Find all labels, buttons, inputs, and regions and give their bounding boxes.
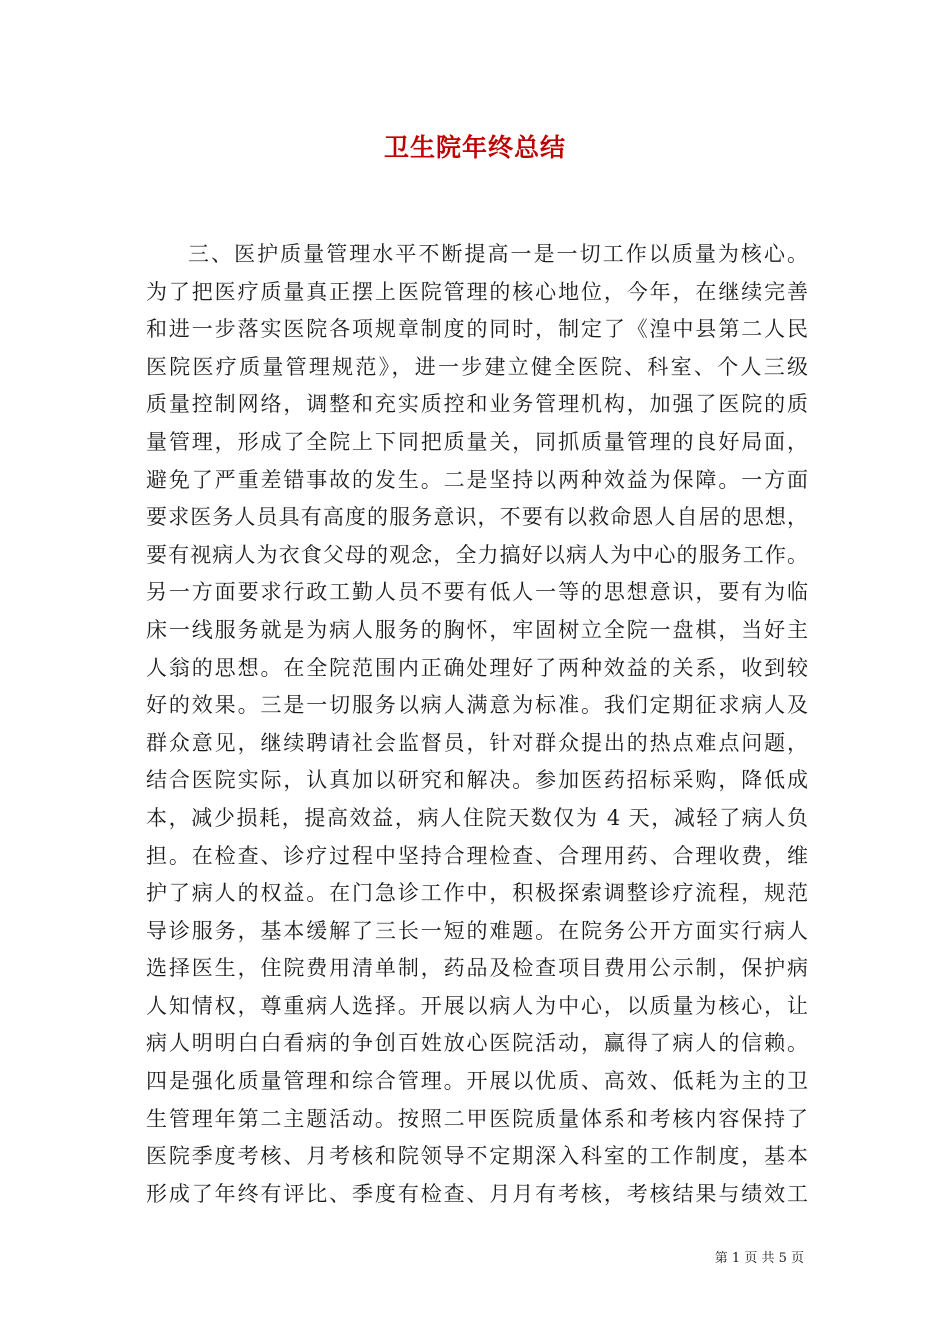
body-line: 人知情权，尊重病人选择。开展以病人为中心，以质量为核心，让 <box>146 993 808 1018</box>
body-line: 床一线服务就是为病人服务的胸怀，牢固树立全院一盘棋，当好主 <box>146 617 808 642</box>
body-line: 好的效果。三是一切服务以病人满意为标准。我们定期征求病人及 <box>146 693 808 718</box>
body-line: 四是强化质量管理和综合管理。开展以优质、高效、低耗为主的卫 <box>146 1069 808 1094</box>
body-line: 形成了年终有评比、季度有检查、月月有考核，考核结果与绩效工 <box>146 1181 808 1206</box>
body-line: 本，减少损耗，提高效益，病人住院天数仅为 4 天，减轻了病人负 <box>146 805 808 830</box>
body-line: 质量控制网络，调整和充实质控和业务管理机构，加强了医院的质 <box>146 392 808 417</box>
body-line: 病人明明白白看病的争创百姓放心医院活动，赢得了病人的信赖。 <box>146 1031 808 1056</box>
body-line: 群众意见，继续聘请社会监督员，针对群众提出的热点难点问题， <box>146 730 808 755</box>
body-line: 另一方面要求行政工勤人员不要有低人一等的思想意识，要有为临 <box>146 580 808 605</box>
body-line: 人翁的思想。在全院范围内正确处理好了两种效益的关系，收到较 <box>146 655 808 680</box>
body-line: 选择医生，住院费用清单制，药品及检查项目费用公示制，保护病 <box>146 956 808 981</box>
page-number-footer: 第 1 页 共 5 页 <box>714 1251 804 1266</box>
body-line: 医院医疗质量管理规范》，进一步建立健全医院、科室、个人三级 <box>146 354 808 379</box>
body-line: 生管理年第二主题活动。按照二甲医院质量体系和考核内容保持了 <box>146 1106 808 1131</box>
document-body <box>146 236 808 1213</box>
document-title: 卫生院年终总结 <box>383 133 566 162</box>
body-line: 和进一步落实医院各项规章制度的同时，制定了《湟中县第二人民 <box>146 317 808 342</box>
body-line: 避免了严重差错事故的发生。二是坚持以两种效益为保障。一方面 <box>146 467 808 492</box>
body-line: 结合医院实际，认真加以研究和解决。参加医药招标采购，降低成 <box>146 768 808 793</box>
body-line: 护了病人的权益。在门急诊工作中，积极探索调整诊疗流程，规范 <box>146 881 808 906</box>
body-line: 担。在检查、诊疗过程中坚持合理检查、合理用药、合理收费，维 <box>146 843 808 868</box>
body-line: 三、医护质量管理水平不断提高一是一切工作以质量为核心。 <box>188 242 808 266</box>
body-line: 导诊服务，基本缓解了三长一短的难题。在院务公开方面实行病人 <box>146 918 808 943</box>
body-line: 为了把医疗质量真正摆上医院管理的核心地位，今年，在继续完善 <box>146 279 808 304</box>
body-line: 量管理，形成了全院上下同把质量关，同抓质量管理的良好局面， <box>146 429 808 454</box>
body-line: 要求医务人员具有高度的服务意识，不要有以救命恩人自居的思想， <box>146 505 808 530</box>
body-line: 要有视病人为衣食父母的观念，全力搞好以病人为中心的服务工作。 <box>146 542 808 567</box>
body-line: 医院季度考核、月考核和院领导不定期深入科室的工作制度，基本 <box>146 1144 808 1169</box>
